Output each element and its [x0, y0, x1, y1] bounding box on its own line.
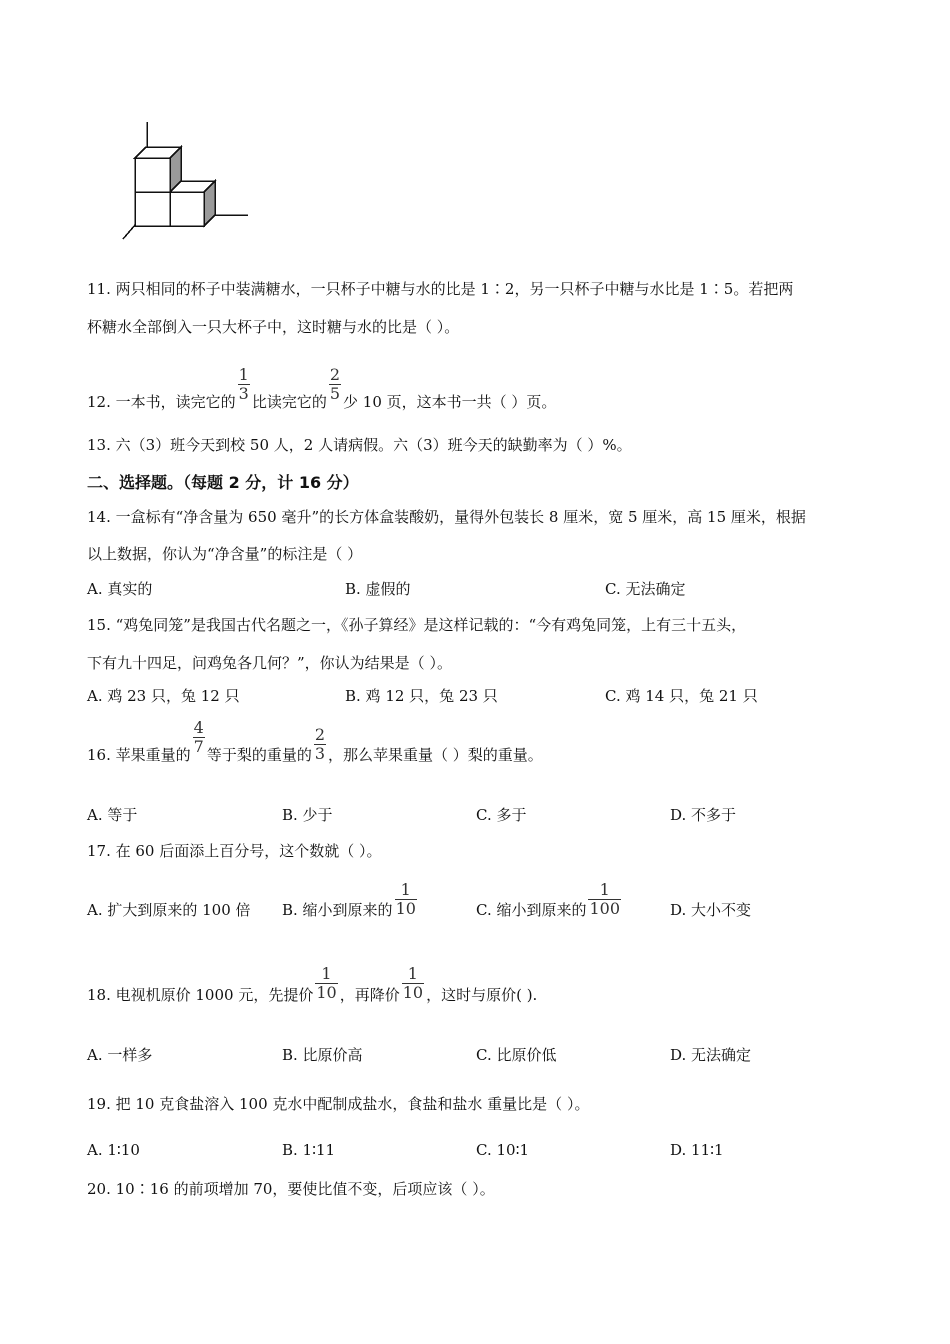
question-19-option-d[interactable]: D. 11∶1 [670, 1141, 724, 1159]
question-12-suffix: 少 10 页，这本书一共（ ）页。 [343, 392, 557, 411]
question-12-prefix: 12. 一本书，读完它的 [87, 392, 236, 411]
option-b-label: B. 缩小到原来的 [282, 901, 393, 919]
question-17: 17. 在 60 后面添上百分号，这个数就（ ）。 [87, 842, 382, 860]
fraction-one-tenth [402, 965, 424, 1002]
fraction-denominator: 100 [589, 898, 621, 918]
question-17-option-a[interactable]: A. 扩大到原来的 100 倍 [87, 901, 251, 919]
question-13: 13. 六（3）班今天到校 50 人，2 人请病假。六（3）班今天的缺勤率为（ ）%。 [87, 436, 632, 454]
question-19-option-a[interactable]: A. 1∶10 [87, 1141, 140, 1159]
question-14-line2: 以上数据，你认为“净含量”的标注是（ ） [87, 545, 363, 563]
fraction-numerator: 1 [321, 963, 332, 983]
question-14-option-a[interactable]: A. 真实的 [87, 580, 153, 598]
fraction-numerator: 1 [400, 879, 411, 899]
fraction-denominator: 3 [238, 383, 249, 403]
fraction-denominator: 10 [316, 982, 337, 1002]
fraction-numerator: 2 [329, 364, 341, 384]
question-16-prefix: 16. 苹果重量的 [87, 745, 191, 764]
question-16-middle: 等于梨的重量的 [206, 745, 312, 764]
question-18-option-b[interactable]: B. 比原价高 [282, 1046, 363, 1064]
question-12-middle: 比读完它的 [251, 392, 327, 411]
section-title: 二、选择题。（每题 2 分，计 16 分） [87, 473, 359, 492]
question-12 [87, 358, 556, 418]
question-15-line1: 15. “鸡兔同笼”是我国古代名题之一，《孙子算经》是这样记载的：“今有鸡兔同笼，上有三十五头， [87, 616, 747, 634]
cube-figure [118, 118, 258, 248]
fraction-denominator: 5 [329, 383, 341, 403]
question-15-line2: 下有九十四足，问鸡兔各几何？”，你认为结果是（ ）。 [87, 654, 452, 672]
question-18-suffix: ，这时与原价( ). [426, 985, 538, 1004]
question-19-option-b[interactable]: B. 1∶11 [282, 1141, 336, 1159]
fraction-numerator: 1 [238, 364, 249, 384]
fraction-numerator: 2 [314, 724, 326, 744]
fraction-numerator: 4 [193, 717, 204, 737]
fraction-two-thirds [314, 726, 326, 763]
question-11-line1: 11. 两只相同的杯子中装满糖水，一只杯子中糖与水的比是 1∶2，另一只杯子中糖与水比是 1∶5。若把两 [87, 280, 794, 298]
fraction-denominator: 3 [314, 743, 326, 763]
question-15-option-b[interactable]: B. 鸡 12 只，兔 23 只 [345, 687, 498, 705]
question-17-option-c[interactable] [476, 874, 623, 924]
question-14-option-c[interactable]: C. 无法确定 [605, 580, 686, 598]
fraction-one-hundredth [588, 881, 621, 918]
question-14-line1: 14. 一盒标有“净含量为 650 毫升”的长方体盒装酸奶，量得外包装长 8 厘米，宽 5 厘米，高 15 厘米，根据 [87, 508, 806, 526]
question-15-option-c[interactable]: C. 鸡 14 只，兔 21 只 [605, 687, 758, 705]
question-18-option-a[interactable]: A. 一样多 [87, 1046, 153, 1064]
fraction-one-third [238, 366, 250, 403]
question-18-option-d[interactable]: D. 无法确定 [670, 1046, 752, 1064]
fraction-four-sevenths [193, 719, 205, 756]
question-18 [87, 958, 537, 1008]
fraction-two-fifths [329, 366, 341, 403]
question-18-middle: ，再降价 [339, 985, 400, 1004]
fraction-one-tenth [395, 881, 417, 918]
fraction-denominator: 10 [402, 982, 424, 1002]
question-16-option-b[interactable]: B. 少于 [282, 806, 333, 824]
question-20: 20. 10∶16 的前项增加 70，要使比值不变，后项应该（ ）。 [87, 1180, 495, 1198]
option-c-label: C. 缩小到原来的 [476, 901, 587, 919]
question-15-option-a[interactable]: A. 鸡 23 只，兔 12 只 [87, 687, 240, 705]
question-16-option-c[interactable]: C. 多于 [476, 806, 527, 824]
question-14-option-b[interactable]: B. 虚假的 [345, 580, 411, 598]
question-16-option-a[interactable]: A. 等于 [87, 806, 138, 824]
question-17-option-b[interactable] [282, 874, 419, 924]
question-11-line2: 杯糖水全部倒入一只大杯子中，这时糖与水的比是（ ）。 [87, 318, 460, 336]
question-19-option-c[interactable]: C. 10∶1 [476, 1141, 530, 1159]
fraction-numerator: 1 [407, 963, 418, 983]
question-16-option-d[interactable]: D. 不多于 [670, 806, 737, 824]
fraction-denominator: 10 [395, 898, 416, 918]
question-19: 19. 把 10 克食盐溶入 100 克水中配制成盐水，食盐和盐水 重量比是（ ）。 [87, 1095, 590, 1113]
question-16-suffix: ，那么苹果重量（ ）梨的重量。 [328, 745, 543, 764]
question-16 [87, 716, 543, 776]
fraction-one-tenth [315, 965, 337, 1002]
question-18-prefix: 18. 电视机原价 1000 元，先提价 [87, 985, 314, 1004]
question-18-option-c[interactable]: C. 比原价低 [476, 1046, 557, 1064]
fraction-numerator: 1 [599, 879, 610, 899]
fraction-denominator: 7 [193, 736, 204, 756]
question-17-option-d[interactable]: D. 大小不变 [670, 901, 752, 919]
